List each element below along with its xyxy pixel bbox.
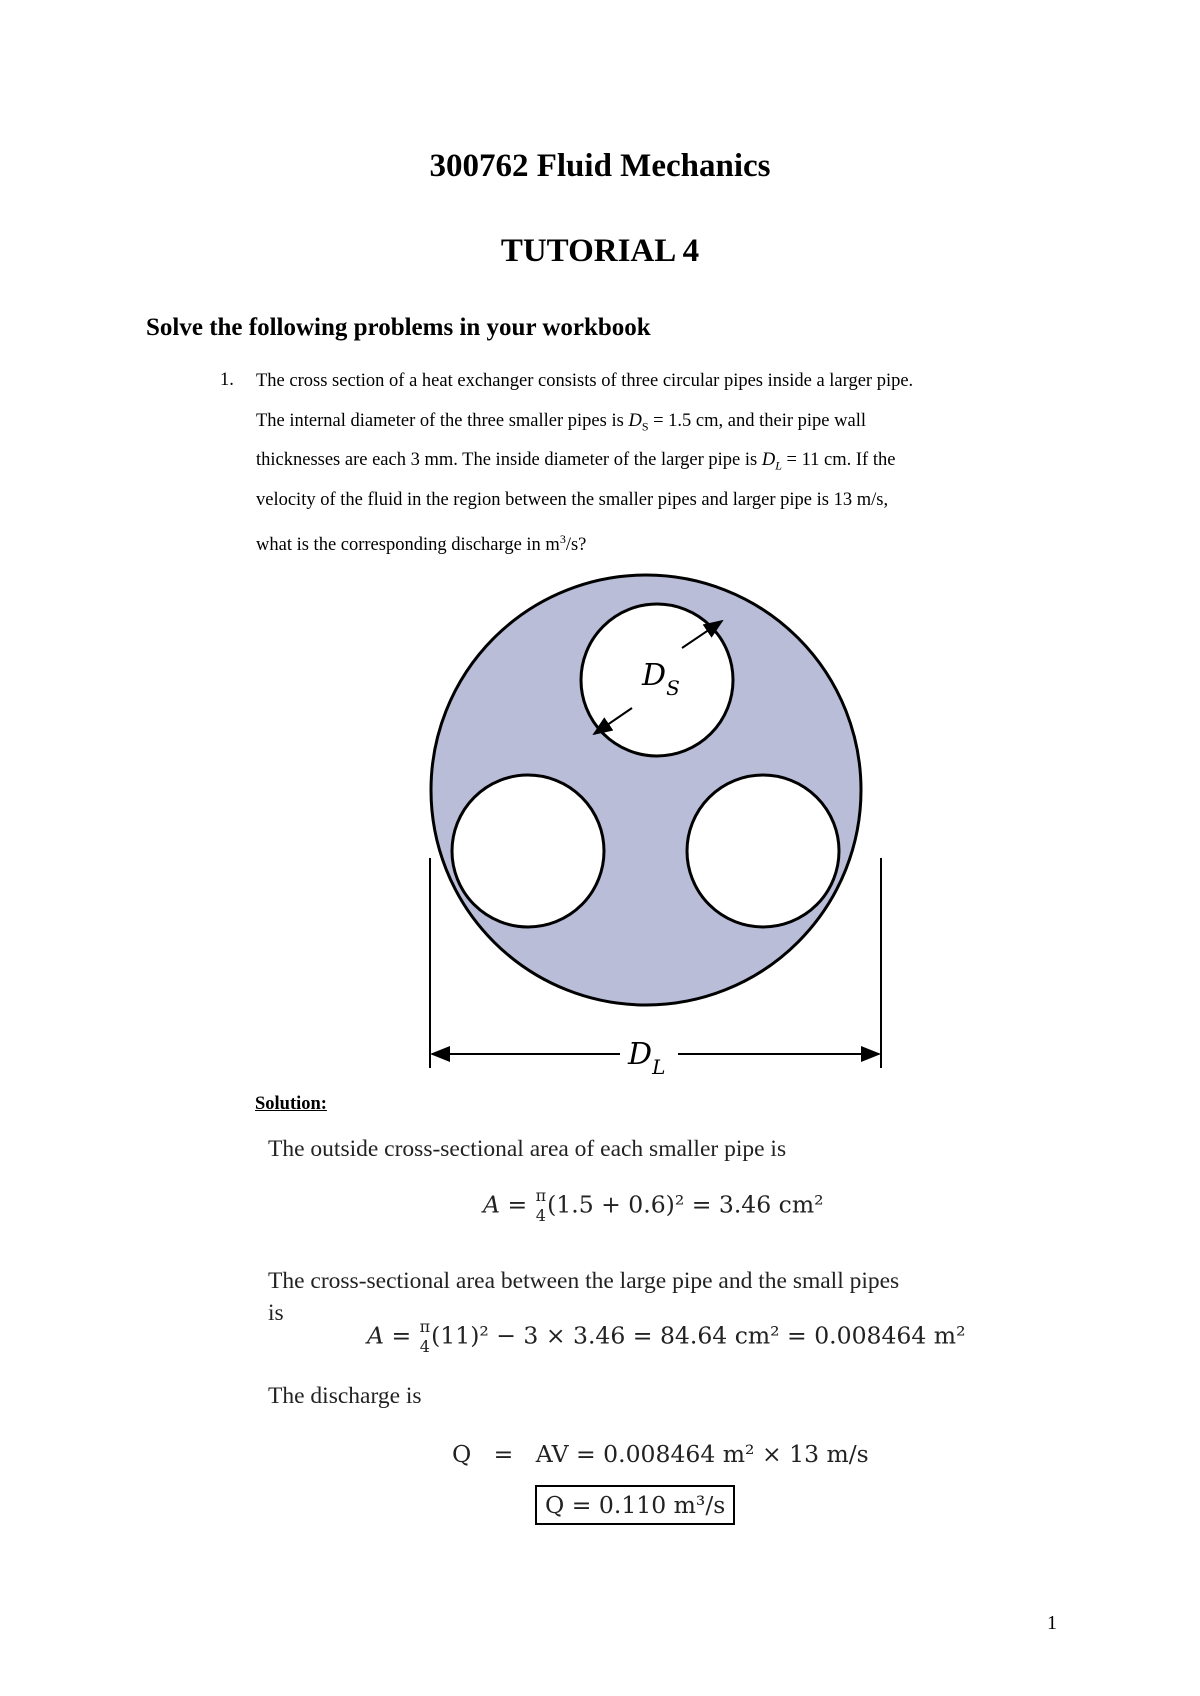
small-pipe-right [687, 775, 839, 927]
small-pipe-left [452, 775, 604, 927]
eq-lhs: A = [483, 1190, 535, 1219]
dl-subscript: L [775, 458, 782, 473]
course-title: 300762 Fluid Mechanics [429, 148, 771, 184]
problem-line-text: what is the corresponding discharge in m [256, 535, 560, 556]
dl-label: $D_L$ [628, 1037, 666, 1078]
pi-over-4-fraction: π 4 [419, 1317, 431, 1356]
equation-area-between [367, 1317, 966, 1357]
final-answer-box: Q = 0.110 m³/s [535, 1485, 735, 1525]
problem-line [256, 449, 1096, 489]
dl-symbol: D [761, 450, 776, 470]
pi-over-4-fraction: π 4 [535, 1186, 547, 1225]
ds-label: $D_S$ [642, 658, 680, 700]
problem-line: velocity of the fluid in the region between the smaller pipes and larger pipe is 13 m/s, [256, 489, 889, 510]
solution-heading: Solution: [255, 1094, 327, 1114]
eq-lhs: A = [367, 1321, 419, 1350]
unit-exponent: 3 [559, 532, 566, 546]
solution-text-3: The discharge is [268, 1383, 422, 1409]
tutorial-title: TUTORIAL 4 [500, 233, 700, 269]
instruction-heading: Solve the following problems in your workbook [146, 314, 651, 341]
problem-line [256, 410, 1096, 450]
page-number: 1 [1047, 1612, 1057, 1634]
problem-number: 1. [220, 370, 234, 390]
ds-subscript: S [641, 419, 649, 434]
problem-line: The cross section of a heat exchanger consists of three circular pipes inside a larger pipe. [256, 371, 914, 391]
eq-rhs: (11)² − 3 × 3.46 = 84.64 cm² = 0.008464 m² [431, 1321, 966, 1350]
equation-area-small-pipe [483, 1186, 824, 1226]
problem-line-text: thicknesses are each 3 mm. The inside diameter of the larger pipe is [256, 450, 758, 470]
solution-text-2: The cross-sectional area between the large pipe and the small pipes [268, 1268, 900, 1294]
problem-line-text: The internal diameter of the three smaller pipes is [256, 410, 624, 431]
solution-text-2-continued: is [268, 1300, 284, 1326]
eq-rhs: (1.5 + 0.6)² = 3.46 cm² [547, 1190, 824, 1219]
dl-value: = 11 cm. If the [781, 450, 896, 470]
ds-symbol: D [628, 410, 642, 431]
ds-value: = 1.5 cm, and their pipe wall [648, 410, 866, 431]
unit-tail: /s? [565, 535, 587, 556]
heat-exchanger-diagram [420, 558, 900, 1078]
equation-discharge: Q = AV = 0.008464 m² × 13 m/s [452, 1440, 869, 1468]
solution-text-1: The outside cross-sectional area of each smaller pipe is [268, 1136, 787, 1162]
